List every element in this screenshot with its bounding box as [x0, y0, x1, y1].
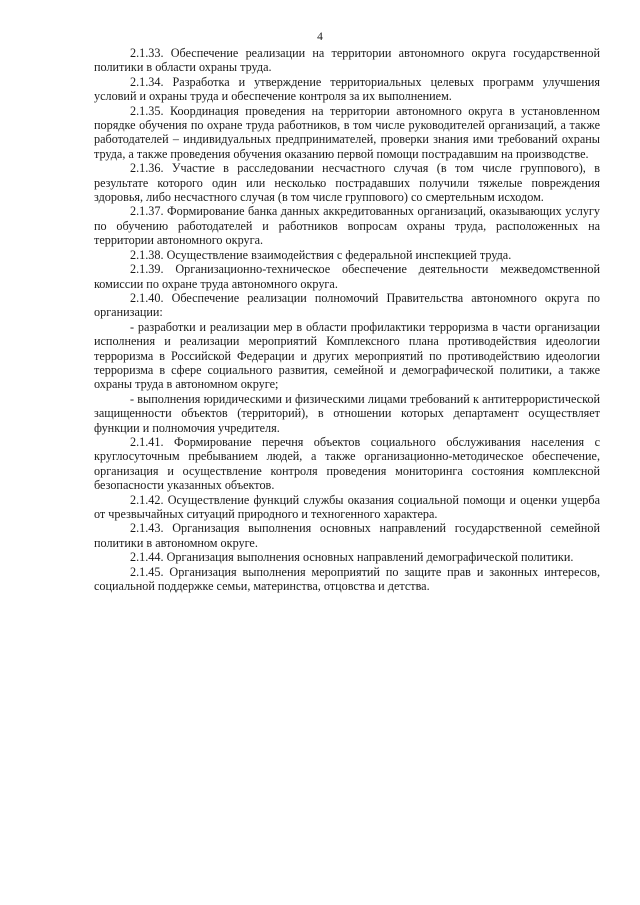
- paragraph-2-1-34: [94, 75, 600, 104]
- list-item-text: - выполнения юридическими и физическими лицами требований к антитеррористической защищенности объектов (территорий), в отношении которых департамент осуществляет функции и полномочия учредителя.: [94, 391, 600, 435]
- paragraph-number: 2.1.36.: [130, 161, 164, 176]
- paragraph-text: Организация выполнения основных направлений демографической политики.: [166, 550, 574, 565]
- paragraph-number: 2.1.39.: [130, 262, 164, 277]
- paragraph-2-1-35: [94, 104, 600, 162]
- page-number: 4: [317, 31, 323, 43]
- paragraph-text: Обеспечение реализации полномочий Правительства автономного округа по организации:: [94, 290, 600, 320]
- paragraph-text: Разработка и утверждение территориальных целевых программ улучшения условий и охраны труда и обеспечение контроля за их выполнением.: [94, 74, 600, 104]
- paragraph-2-1-33: [94, 46, 600, 75]
- paragraph-number: 2.1.41.: [130, 434, 164, 449]
- paragraph-2-1-41: [94, 435, 600, 493]
- paragraph-number: 2.1.33.: [130, 46, 164, 60]
- paragraph-2-1-38: [94, 248, 600, 262]
- paragraph-2-1-39: [94, 262, 600, 291]
- paragraph-number: 2.1.40.: [130, 290, 164, 305]
- paragraph-text: Организация выполнения мероприятий по защите прав и законных интересов, социальной поддержке семьи, материнства, отцовства и детства.: [94, 564, 600, 594]
- paragraph-text: Участие в расследовании несчастного случая (в том числе группового), в результате которого один или несколько пострадавших получили тяжелые повреждения здоровья, либо несчастного случая (в том числе группового) со смертельным исходом.: [94, 161, 600, 205]
- paragraph-2-1-45: [94, 565, 600, 594]
- paragraph-text: Формирование банка данных аккредитованных организаций, оказывающих услугу по обучению работодателей и работников вопросам охраны труда, расположенных на территории автономного округа.: [94, 204, 601, 248]
- paragraph-text: Осуществление функций службы оказания социальной помощи и оценки ущерба от чрезвычайных ситуаций природного и техногенного характера.: [94, 492, 600, 521]
- document-body: [94, 46, 600, 593]
- paragraph-2-1-40: [94, 291, 600, 320]
- paragraph-number: 2.1.43.: [130, 521, 164, 536]
- paragraph-number: 2.1.37.: [130, 204, 164, 219]
- paragraph-2-1-42: [94, 493, 600, 522]
- paragraph-number: 2.1.35.: [130, 103, 164, 118]
- paragraph-2-1-36: [94, 161, 600, 204]
- paragraph-number: 2.1.42.: [130, 492, 164, 507]
- paragraph-text: Организация выполнения основных направлений государственной семейной политики в автономном округе.: [94, 521, 601, 550]
- paragraph-text: Обеспечение реализации на территории автономного округа государственной политики в области охраны труда.: [94, 46, 600, 75]
- paragraph-2-1-43: [94, 521, 600, 550]
- list-item-antiterror-protection: [94, 392, 600, 435]
- list-item-terrorism-prevention: [94, 320, 600, 392]
- paragraph-number: 2.1.45.: [130, 564, 164, 579]
- list-item-text: - разработки и реализации мер в области профилактики терроризма в части организации исполнения и реализации мероприятий Комплексного плана противодействия идеологии терроризма в Российской Федерации и других мероприятий по противодействию идеологии терроризма в сфере социального развития, семейной и демографической политики, а также охраны труда в автономном округе;: [94, 319, 600, 392]
- paragraph-2-1-44: [94, 550, 600, 564]
- paragraph-text: Координация проведения на территории автономного округа в установленном порядке обучения по охране труда работников, в том числе руководителей организаций, а также работодателей – индивидуальных предпринимателей, проверки знания ими требований охраны труда, а также проведения обучения оказанию первой помощи пострадавшим на производстве.: [94, 103, 601, 161]
- paragraph-number: 2.1.34.: [130, 74, 164, 89]
- paragraph-text: Осуществление взаимодействия с федеральной инспекцией труда.: [166, 247, 512, 262]
- paragraph-number: 2.1.44.: [130, 550, 164, 565]
- paragraph-text: Формирование перечня объектов социального обслуживания населения с круглосуточным пребыванием людей, а также организационно-методическое обеспечение, организация и осуществление контроля проведения мониторинга состояния комплексной безопасности указанных объектов.: [94, 434, 601, 493]
- paragraph-2-1-37: [94, 204, 600, 247]
- paragraph-number: 2.1.38.: [130, 247, 164, 262]
- paragraph-text: Организационно-техническое обеспечение деятельности межведомственной комиссии по охране труда автономного округа.: [94, 262, 601, 291]
